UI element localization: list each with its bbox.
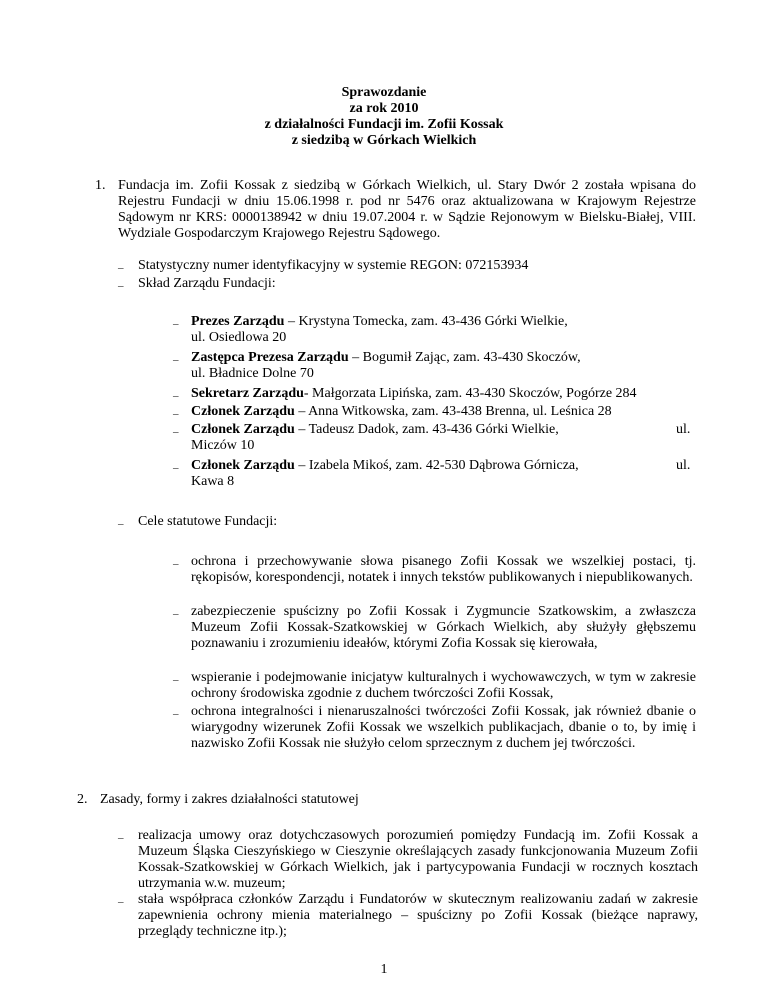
goal-item: ochrona i przechowywanie słowa pisanego Zofii Kossak we wszelkiej postaci, tj. rękopisów, korespondencji, notatek i innych tekstów publikowanych i niepublikowanych. (191, 554, 696, 585)
board-details: – Tadeusz Dadok, zam. 43-436 Górki Wielkie, (294, 422, 559, 437)
board-role: Członek Zarządu (191, 404, 295, 419)
bullet-dash: – (173, 708, 179, 720)
title-line-2: za rok 2010 (349, 101, 419, 116)
bullet-dash: – (173, 558, 179, 570)
board-address: ul. Osiedlowa 20 (191, 330, 287, 345)
board-heading: Skład Zarządu Fundacji: (138, 276, 276, 291)
board-role: Zastępca Prezesa Zarządu (191, 350, 349, 365)
board-member-6 (191, 458, 696, 490)
board-details: – Izabela Mikoś, zam. 42-530 Dąbrowa Górnicza, (294, 458, 579, 473)
board-address-prefix: ul. (676, 422, 691, 437)
board-address: Miczów 10 (191, 438, 255, 453)
title-line-3: z działalności Fundacji im. Zofii Kossak (264, 117, 504, 132)
bullet-dash: – (173, 354, 179, 366)
board-role: Prezes Zarządu (191, 314, 285, 329)
bullet-dash: – (118, 262, 124, 274)
board-details: - Małgorzata Lipińska, zam. 43-430 Skoczów, Pogórze 284 (303, 386, 637, 401)
board-address: Kawa 8 (191, 474, 235, 489)
board-member-2 (191, 350, 696, 382)
page-number: 1 (380, 962, 388, 977)
bullet-dash: – (118, 896, 124, 908)
bullet-dash: – (173, 426, 179, 438)
board-member-3 (191, 386, 711, 402)
bullet-dash: – (118, 280, 124, 292)
goals-heading: Cele statutowe Fundacji: (138, 514, 278, 529)
section-1-number: 1. (95, 178, 106, 193)
regon-line: Statystyczny numer identyfikacyjny w systemie REGON: 072153934 (138, 258, 529, 273)
bullet-dash: – (173, 608, 179, 620)
board-role: Członek Zarządu (191, 422, 295, 437)
bullet-dash: – (118, 832, 124, 844)
section-2-heading: Zasady, formy i zakres działalności statutowej (100, 792, 359, 807)
activity-item: realizacja umowy oraz dotychczasowych porozumień pomiędzy Fundacją im. Zofii Kossak a Muzeum Śląska Cieszyńskiego w Cieszynie określających zasady funkcjonowania Muzeum Zofii Kossak-Szatkowskiej w Górkach Wielkich, jak i partycypowania Fundacji w rocznych kosztach utrzymania w.w. muzeum; (138, 828, 698, 891)
board-address: ul. Bładnice Dolne 70 (191, 366, 314, 381)
title-line-1: Sprawozdanie (341, 85, 427, 100)
board-role: Sekretarz Zarządu (191, 386, 304, 401)
activity-item: stała współpraca członków Zarządu i Fundatorów w skutecznym realizowaniu zadań w zakresie zapewnienia ochrony mienia materialnego – spuścizny po Zofii Kossak (bieżące naprawy, przeglądy techniczne itp.); (138, 892, 698, 939)
bullet-dash: – (173, 390, 179, 402)
board-member-5 (191, 422, 696, 454)
bullet-dash: – (173, 408, 179, 420)
document-title (0, 85, 768, 149)
board-member-4 (191, 404, 696, 420)
goal-item: ochrona integralności i nienaruszalności twórczości Zofii Kossak, jak również dbanie o wiarygodny wizerunek Zofii Kossak we wszelkich publikacjach, dbanie o to, by imię i nazwisko Zofii Kossak nie służyło celom sprzecznym z duchem jej twórczości. (191, 704, 696, 751)
board-details: – Anna Witkowska, zam. 43-438 Brenna, ul. Leśnica 28 (294, 404, 612, 419)
section-1-text: Fundacja im. Zofii Kossak z siedzibą w Górkach Wielkich, ul. Stary Dwór 2 została wpisana do Rejestru Fundacji w dniu 15.06.1998 r. pod nr 5476 oraz aktualizowana w Krajowym Rejestrze Sądowym nr KRS: 0000138942 w dniu 19.07.2004 r. w Sądzie Rejonowym w Bielsku-Białej, VIII. Wydziale Gospodarczym Krajowego Rejestru Sądowego. (118, 178, 696, 241)
bullet-dash: – (173, 318, 179, 330)
goal-item: wspieranie i podejmowanie inicjatyw kulturalnych i wychowawczych, w tym w zakresie ochrony środowiska zgodnie z duchem twórczości Zofii Kossak, (191, 670, 696, 701)
board-details: – Bogumił Zając, zam. 43-430 Skoczów, (348, 350, 581, 365)
goal-item: zabezpieczenie spuścizny po Zofii Kossak i Zygmuncie Szatkowskim, a zwłaszcza Muzeum Zofii Kossak-Szatkowskiej w Górkach Wielkich, aby służyły głębszemu poznawaniu i zrozumieniu ideałów, którymi Zofia Kossak się kierowała, (191, 604, 696, 651)
board-member-1 (191, 314, 696, 346)
bullet-dash: – (173, 674, 179, 686)
bullet-dash: – (173, 462, 179, 474)
section-2-number: 2. (77, 792, 88, 807)
title-line-4: z siedzibą w Górkach Wielkich (291, 133, 477, 148)
board-address-prefix: ul. (676, 458, 691, 473)
board-details: – Krystyna Tomecka, zam. 43-436 Górki Wielkie, (284, 314, 568, 329)
bullet-dash: – (118, 518, 124, 530)
board-role: Członek Zarządu (191, 458, 295, 473)
